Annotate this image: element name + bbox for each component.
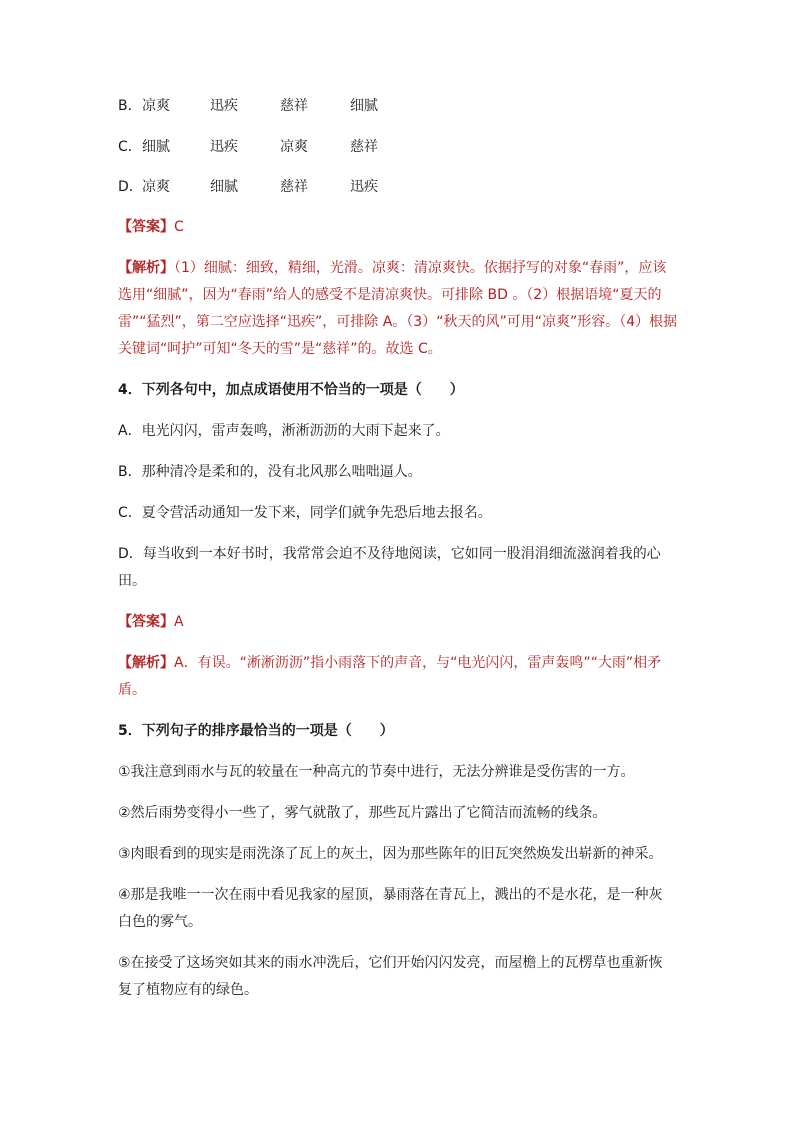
answer-line [118,216,184,238]
option-word: 凉爽 [142,179,170,195]
sentence-1: ①我注意到雨水与瓦的较量在一种高亢的节奏中进行，无法分辨谁是受伤害的一方。 [118,764,635,780]
sentence-3: ③肉眼看到的现实是雨洗涤了瓦上的灰土，因为那些陈年的旧瓦突然焕发出崭新的神采。 [118,846,663,862]
analysis-line: 盾。 [118,682,146,698]
analysis-line [118,652,661,674]
answer-value: A [174,614,184,630]
option-word: 细腻 [210,179,238,195]
question-title: 5．下列句子的排序最恰当的一项是（ ） [118,723,394,739]
option-word: 细腻 [350,98,378,114]
sentence-5: ⑤在接受了这场突如其来的雨水冲洗后，它们开始闪闪发亮，而屋檐上的瓦楞草也重新恢 [118,955,663,971]
option-d: D．每当收到一本好书时，我常常会迫不及待地阅读，它如同一股涓涓细流滋润着我的心 [118,546,661,562]
answer-line [118,611,184,633]
analysis-text: （1）细腻：细致，精细，光滑。凉爽：清凉爽快。依据抒写的对象“春雨”，应该 [174,260,667,276]
analysis-tag: 【解析】 [118,655,174,671]
option-a: A．电光闪闪，雷声轰鸣，淅淅沥沥的大雨下起来了。 [118,423,450,439]
option-c: C．夏令营活动通知一发下来，同学们就争先恐后地去报名。 [118,505,492,521]
option-word: 迅疾 [210,98,238,114]
option-letter: D． [118,179,143,195]
answer-tag: 【答案】 [118,614,174,630]
option-word: 慈祥 [280,179,308,195]
option-word: 慈祥 [350,139,378,155]
option-letter: C． [118,139,142,155]
option-word: 迅疾 [350,179,378,195]
analysis-text: A．有误。“淅淅沥沥”指小雨落下的声音，与“电光闪闪，雷声轰鸣”“大雨”相矛 [174,655,662,671]
option-d-continued: 田。 [118,573,146,589]
answer-tag: 【答案】 [118,219,174,235]
option-word: 慈祥 [280,98,308,114]
question-title: 4．下列各句中，加点成语使用不恰当的一项是（ ） [118,382,464,398]
option-letter: B． [118,98,142,114]
option-word: 凉爽 [280,139,308,155]
option-word: 迅疾 [210,139,238,155]
sentence-4-continued: 白色的雾气。 [118,914,202,930]
analysis-tag: 【解析】 [118,260,174,276]
analysis-line: 选用“细腻”，因为“春雨”给人的感受不是清凉爽快。可排除 BD 。（2）根据语境“夏天的 [118,287,662,303]
sentence-4: ④那是我唯一一次在雨中看见我家的屋顶，暴雨落在青瓦上，溅出的不是水花，是一种灰 [118,887,663,903]
answer-value: C [174,219,184,235]
analysis-line: 关键词“呵护”可知“冬天的雪”是“慈祥”的。故选 C。 [118,341,442,357]
option-word: 凉爽 [142,98,170,114]
sentence-5-continued: 复了植物应有的绿色。 [118,982,258,998]
sentence-2: ②然后雨势变得小一些了，雾气就散了，那些瓦片露出了它简洁而流畅的线条。 [118,805,607,821]
analysis-line [118,257,666,279]
analysis-line: 雷”“猛烈”，第二空应选择“迅疾”，可排除 A。（3）“秋天的风”可用“凉爽”形容。（4）根据 [118,314,678,330]
option-b: B．那种清冷是柔和的，没有北风那么咄咄逼人。 [118,464,422,480]
option-word: 细腻 [142,139,170,155]
